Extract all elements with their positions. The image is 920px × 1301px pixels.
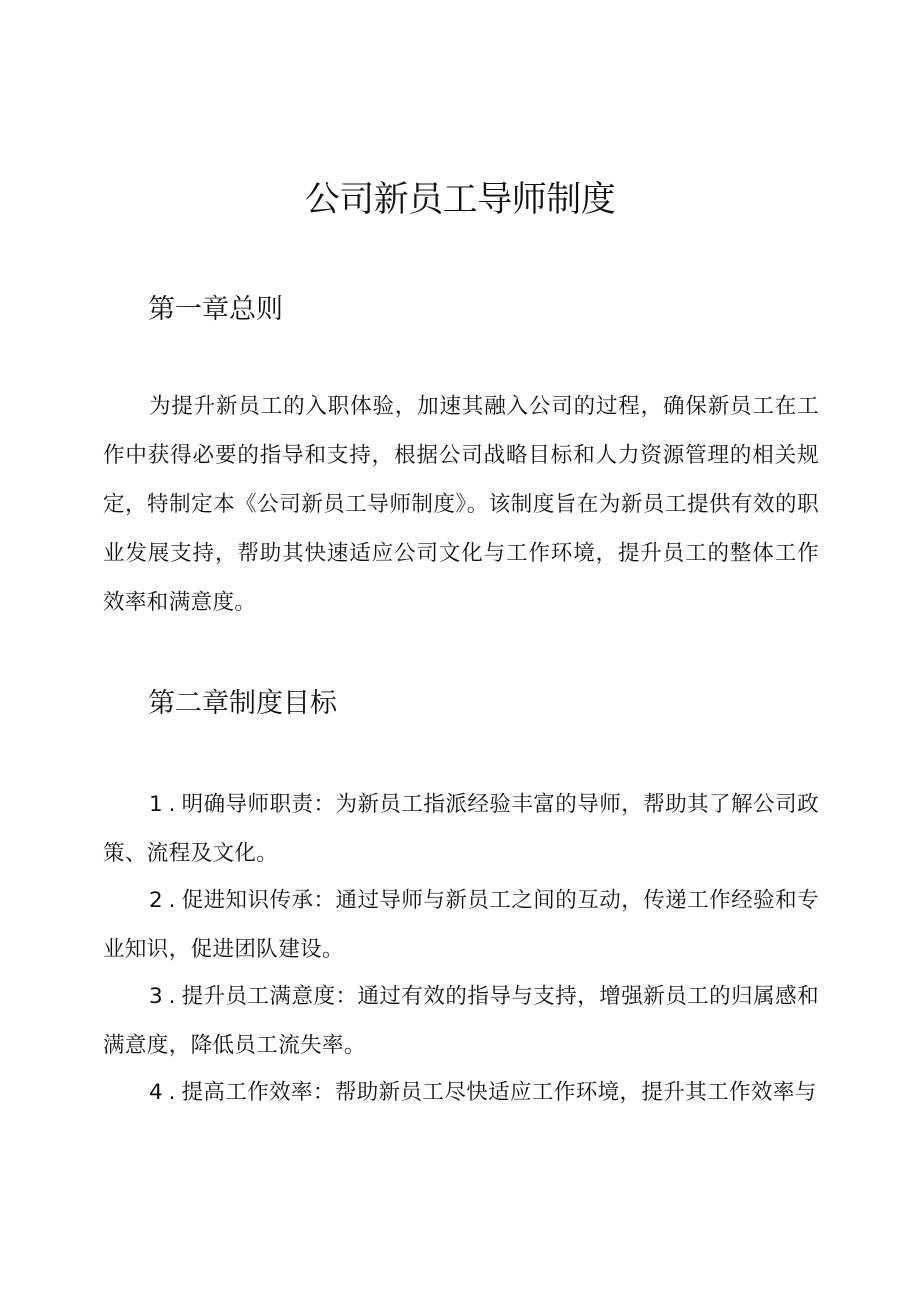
goal-text: 促进知识传承：通过导师与新员工之间的互动，传递工作经验和专业知识，促进团队建设。	[103, 888, 819, 962]
goal-item-4	[103, 1068, 819, 1117]
goal-number: 1.	[149, 792, 182, 817]
goal-item-3	[103, 972, 819, 1070]
chapter-2-heading: 第二章制度目标	[148, 688, 337, 719]
goal-number: 2.	[149, 888, 182, 913]
goal-number: 4.	[149, 1080, 182, 1105]
chapter-1-paragraph: 为提升新员工的入职体验，加速其融入公司的过程，确保新员工在工作中获得必要的指导和支持，根据公司战略目标和人力资源管理的相关规定，特制定本《公司新员工导师制度》。该制度旨在为新员工提供有效的职业发展支持，帮助其快速适应公司文化与工作环境，提升员工的整体工作效率和满意度。	[103, 394, 819, 615]
goal-text: 提高工作效率：帮助新员工尽快适应工作环境，提升其工作效率与	[181, 1080, 817, 1105]
goal-text: 提升员工满意度：通过有效的指导与支持，增强新员工的归属感和满意度，降低员工流失率。	[103, 984, 819, 1058]
goal-item-1	[103, 780, 819, 878]
chapter-1-heading: 第一章总则	[148, 294, 283, 325]
goal-item-2	[103, 876, 819, 974]
goal-text: 明确导师职责：为新员工指派经验丰富的导师，帮助其了解公司政策、流程及文化。	[103, 792, 819, 866]
document-title: 公司新员工导师制度	[304, 180, 616, 220]
goal-number: 3.	[149, 984, 182, 1009]
